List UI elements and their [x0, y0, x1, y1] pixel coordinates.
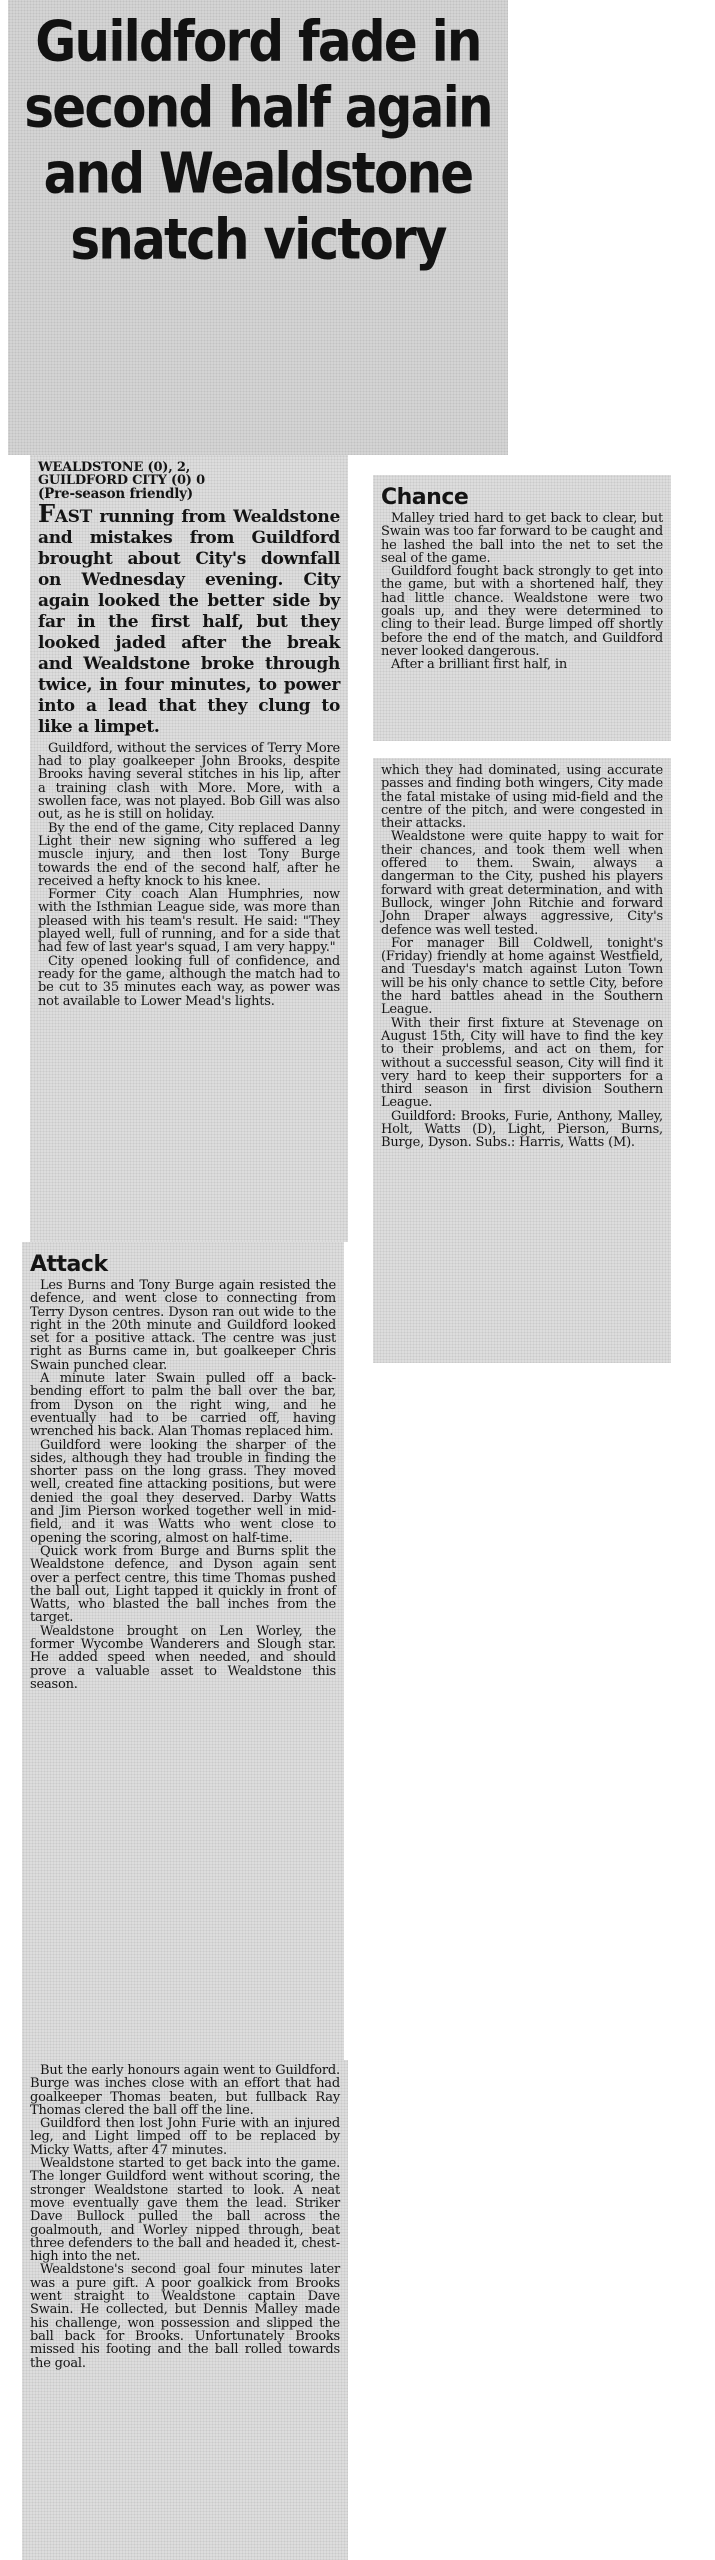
body-paragraph: For manager Bill Coldwell, tonight's (Friday) friendly at home against Westfield, and Tuesday's match against Luton Town will be his only chance to settle City, before the hard battles ahead in the Southern League.: [381, 935, 663, 1018]
article-column-2-bottom: [373, 758, 671, 1363]
body-paragraph: Malley tried hard to get back to clear, but Swain was too far forward to be caught and he lashed the ball into the net to set the seal of the game.: [381, 511, 663, 566]
article-column-2-top: [373, 475, 671, 741]
body-paragraph: Guildford, without the services of Terry More had to play goalkeeper John Brooks, despite Brooks having several stitches in his lip, after a training clash with More. More, with a swollen face, was not played. Bob Gill was also out, as he is still on holiday.: [38, 740, 340, 823]
intro-paragraph: [38, 498, 340, 738]
headline-clipping: [8, 0, 508, 455]
body-paragraph: But the early honours again went to Guildford. Burge was inches close with an effort that had goalkeeper Thomas beaten, but fullback Ray Thomas clered the ball off the line.: [30, 2063, 340, 2118]
body-paragraph: Wealdstone started to get back into the game. The longer Guildford went without scoring, the stronger Wealdstone started to look. A neat move eventually gave them the lead. Striker Dave Bullock pulled the ball across the goalmouth, and Worley nipped through, beat three defenders to the ball and headed it, chest-high into the net.: [30, 2156, 340, 2265]
body-paragraph: Wealdstone's second goal four minutes later was a pure gift. A poor goalkick from Brooks went straight to Wealdstone captain Dave Swain. He collected, but Dennis Malley made his challenge, won possession and slipped the ball back for Brooks. Unfortunately Brooks missed his footing and the ball rolled towards the goal.: [30, 2262, 340, 2371]
body-paragraph: which they had dominated, using accurate passes and finding both wingers, City made the fatal mistake of using mid-field and the centre of the pitch, and were congested in their attacks.: [381, 763, 663, 832]
body-paragraph: City opened looking full of confidence, and ready for the game, although the match had to be cut to 35 minutes each way, as power was not available to Lower Mead's lights.: [38, 953, 340, 1009]
subheading-chance: Chance: [381, 485, 469, 510]
article-column-1-top: [30, 455, 348, 1242]
body-paragraph: Guildford fought back strongly to get into the game, but with a shortened half, they had little chance. Wealdstone were two goals up, and they were determined to cling to their lead. Burge limped off shortly before the end of the match, and Guildford never looked dangerous.: [381, 564, 663, 659]
body-paragraph: Guildford were looking the sharper of the sides, although they had trouble in finding the shorter pass on the long grass. They moved well, created fine attacking positions, but were denied the goal they deserved. Darby Watts and Jim Pierson worked together well in mid-field, and it was Watts who went close to opening the scoring, almost on half-time.: [30, 1437, 336, 1546]
body-paragraph: After a brilliant first half, in: [391, 657, 567, 673]
result-away: GUILDFORD CITY (0) 0: [38, 473, 205, 489]
body-paragraph: By the end of the game, City replaced Danny Light their new signing who suffered a leg muscle injury, and then lost Tony Burge towards the end of the second half, after he received a hefty knock to his knee.: [38, 820, 340, 889]
result-note: (Pre-season friendly): [38, 485, 193, 502]
headline: Guildford fade in second half again and Wealdstone snatch victory: [24, 8, 492, 273]
body-paragraph: Guildford then lost John Furie with an injured leg, and Light limped off to be replaced by Micky Watts, after 47 minutes.: [30, 2116, 340, 2158]
body-paragraph: Wealdstone were quite happy to wait for their chances, and took them well when offered to them. Swain, always a dangerman to the City, pushed his players forward with great determination, and with Bullock, winger John Ritchie and forward John Draper always aggressive, City's defence was well tested.: [381, 829, 663, 938]
drop-cap: F: [38, 498, 55, 528]
body-paragraph: With their first fixture at Stevenage on August 15th, City will have to find the key to their problems, and act on them, for without a successful season, City will find it very hard to keep their supporters for a third season in first division Southern League.: [381, 1015, 663, 1111]
article-column-1-middle: [22, 1242, 344, 2060]
subheading-attack: Attack: [30, 1252, 108, 1277]
article-column-1-bottom: [22, 2060, 348, 2560]
body-paragraph: A minute later Swain pulled off a back-bending effort to palm the ball over the bar, from Dyson on the right wing, and he eventually had to be carried off, having wrenched his back. Alan Thomas replaced him.: [30, 1371, 336, 1440]
body-paragraph: Les Burns and Tony Burge again resisted the defence, and went close to connecting from Terry Dyson centres. Dyson ran out wide to the right in the 20th minute and Guildford looked set for a positive attack. The centre was just right as Burns came in, but goalkeeper Chris Swain punched clear.: [30, 1278, 336, 1373]
body-paragraph: Wealdstone brought on Len Worley, the former Wycombe Wanderers and Slough star. He added speed when needed, and should prove a valuable asset to Wealdstone this season.: [30, 1623, 336, 1692]
body-paragraph: Former City coach Alan Humphries, now with the Isthmian League side, was more than pleased with his team's result. He said: "They played well, full of running, and for a side that had few of last year's squad, I am very happy.": [38, 887, 340, 956]
body-paragraph: Quick work from Burge and Burns split the Wealdstone defence, and Dyson again sent over a perfect centre, this time Thomas pushed the ball out, Light tapped it quickly in front of Watts, who blasted the ball inches from the target.: [30, 1543, 336, 1626]
result-home: WEALDSTONE (0), 2,: [38, 460, 191, 475]
intro-text: AST running from Wealdstone and mistakes from Guildford brought about City's downfall on Wednesday evening. City again looked the better side by far in the first half, but they looked jaded after the break and Wealdstone broke through twice, in four minutes, to power into a lead that they clung to like a limpet.: [38, 506, 340, 737]
team-lineup: Guildford: Brooks, Furie, Anthony, Malley, Holt, Watts (D), Light, Pierson, Burns, Burge, Dyson. Subs.: Harris, Watts (M).: [381, 1108, 663, 1151]
